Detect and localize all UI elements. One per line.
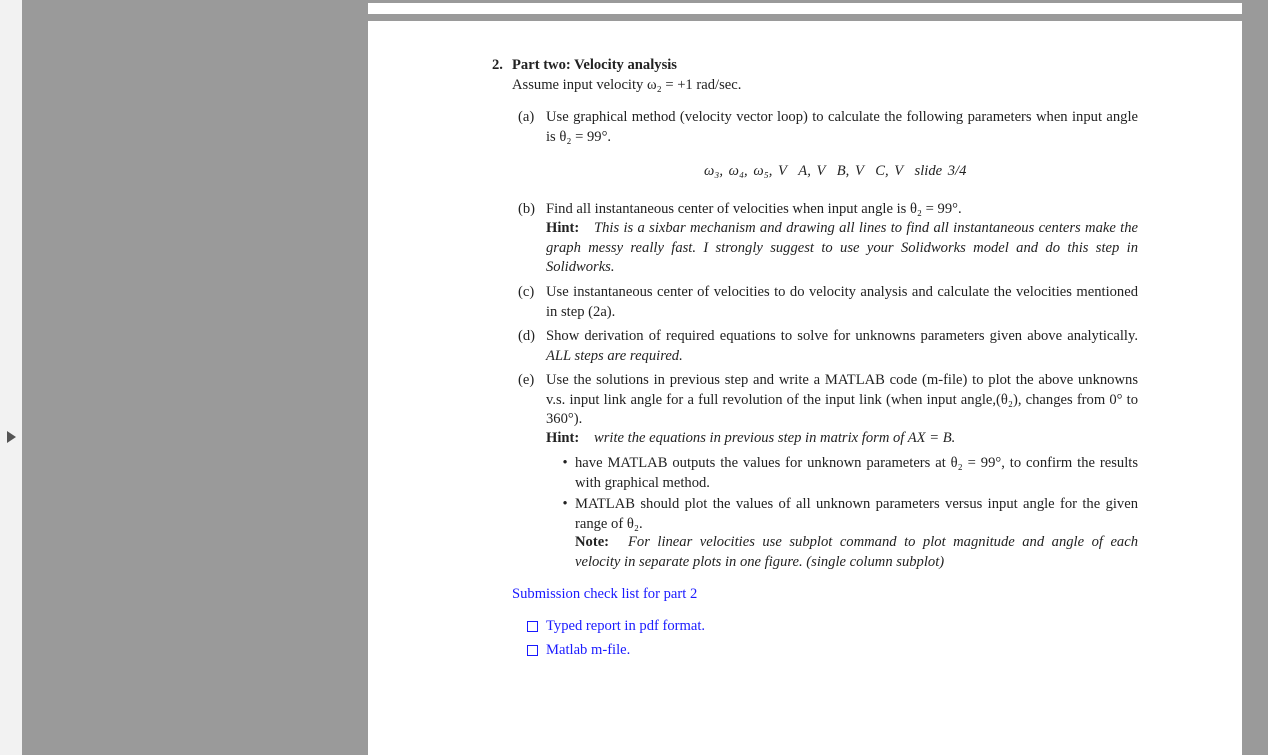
bullet-dot-icon: •	[562, 496, 568, 512]
document-page	[368, 21, 1242, 755]
item-c-label: (c)	[518, 284, 535, 300]
item-b-label: (b)	[518, 201, 536, 217]
bullet-dot-icon: •	[562, 455, 568, 471]
item-b-text: Find all instantaneous center of velocities when input angle is θ₂ = 99°.	[546, 201, 962, 217]
item-d-emph: ALL steps are required.	[546, 347, 683, 364]
item-a-text: Use graphical method (velocity vector loop) to calculate the following parameters when input angle is θ₂ = 99°.	[546, 109, 1138, 145]
checklist-item: Matlab m-file.	[546, 642, 631, 658]
sidebar-strip	[0, 0, 22, 755]
item-c-text: Use instantaneous center of velocities to do velocity analysis and calculate the velocities mentioned in step (2a).	[546, 284, 1138, 320]
item-e-label: (e)	[518, 372, 535, 388]
checkbox-icon[interactable]	[527, 645, 538, 656]
item-d-text-wrap	[546, 327, 1138, 366]
item-b-hint-text: This is a sixbar mechanism and drawing all lines to find all instantaneous centers make the graph messy really fast. I strongly suggest to use your Solidworks model and do this step in Solidworks.	[546, 220, 1138, 275]
item-a-label: (a)	[518, 109, 535, 125]
item-a-params: ω₃, ω₄, ω₅, V⃗A, V⃗B, V⃗C, V⃗slide 3/4	[704, 163, 967, 179]
checklist-item: Typed report in pdf format.	[546, 618, 706, 634]
item-e-text: Use the solutions in previous step and write a MATLAB code (m-file) to plot the above unknowns v.s. input link angle for a full revolution of the input link (when input angle,(θ₂), changes from 0° to 360°).	[546, 372, 1138, 427]
item-e-hint-text: write the equations in previous step in matrix form of AX = B.	[594, 430, 956, 446]
item-e-note-text: For linear velocities use subplot command to plot magnitude and angle of each velocity in separate plots in one figure. (single column subplot)	[575, 534, 1138, 570]
item-e-note-label: Note:	[575, 534, 610, 550]
item-e-bullet-1: have MATLAB outputs the values for unknown parameters at θ₂ = 99°, to confirm the results with graphical method.	[575, 455, 1138, 491]
expand-arrow-icon[interactable]	[7, 431, 16, 443]
checkbox-icon[interactable]	[527, 621, 538, 632]
previous-page-edge	[368, 3, 1242, 14]
section-intro: Assume input velocity ω₂ = +1 rad/sec.	[512, 77, 742, 93]
section-title: Part two: Velocity analysis	[512, 57, 677, 73]
item-e-hint-label: Hint:	[546, 430, 580, 446]
item-d-label: (d)	[518, 328, 536, 344]
item-b-hint-label: Hint:	[546, 220, 580, 236]
checklist-title[interactable]: Submission check list for part 2	[512, 586, 698, 602]
section-number: 2.	[492, 57, 503, 73]
item-d-text: Show derivation of required equations to solve for unknowns parameters given above analytically.	[546, 328, 1138, 344]
scrollbar-track[interactable]	[1242, 0, 1268, 755]
item-e-bullet-2: MATLAB should plot the values of all unknown parameters versus input angle for the given range of θ₂.	[575, 496, 1138, 532]
